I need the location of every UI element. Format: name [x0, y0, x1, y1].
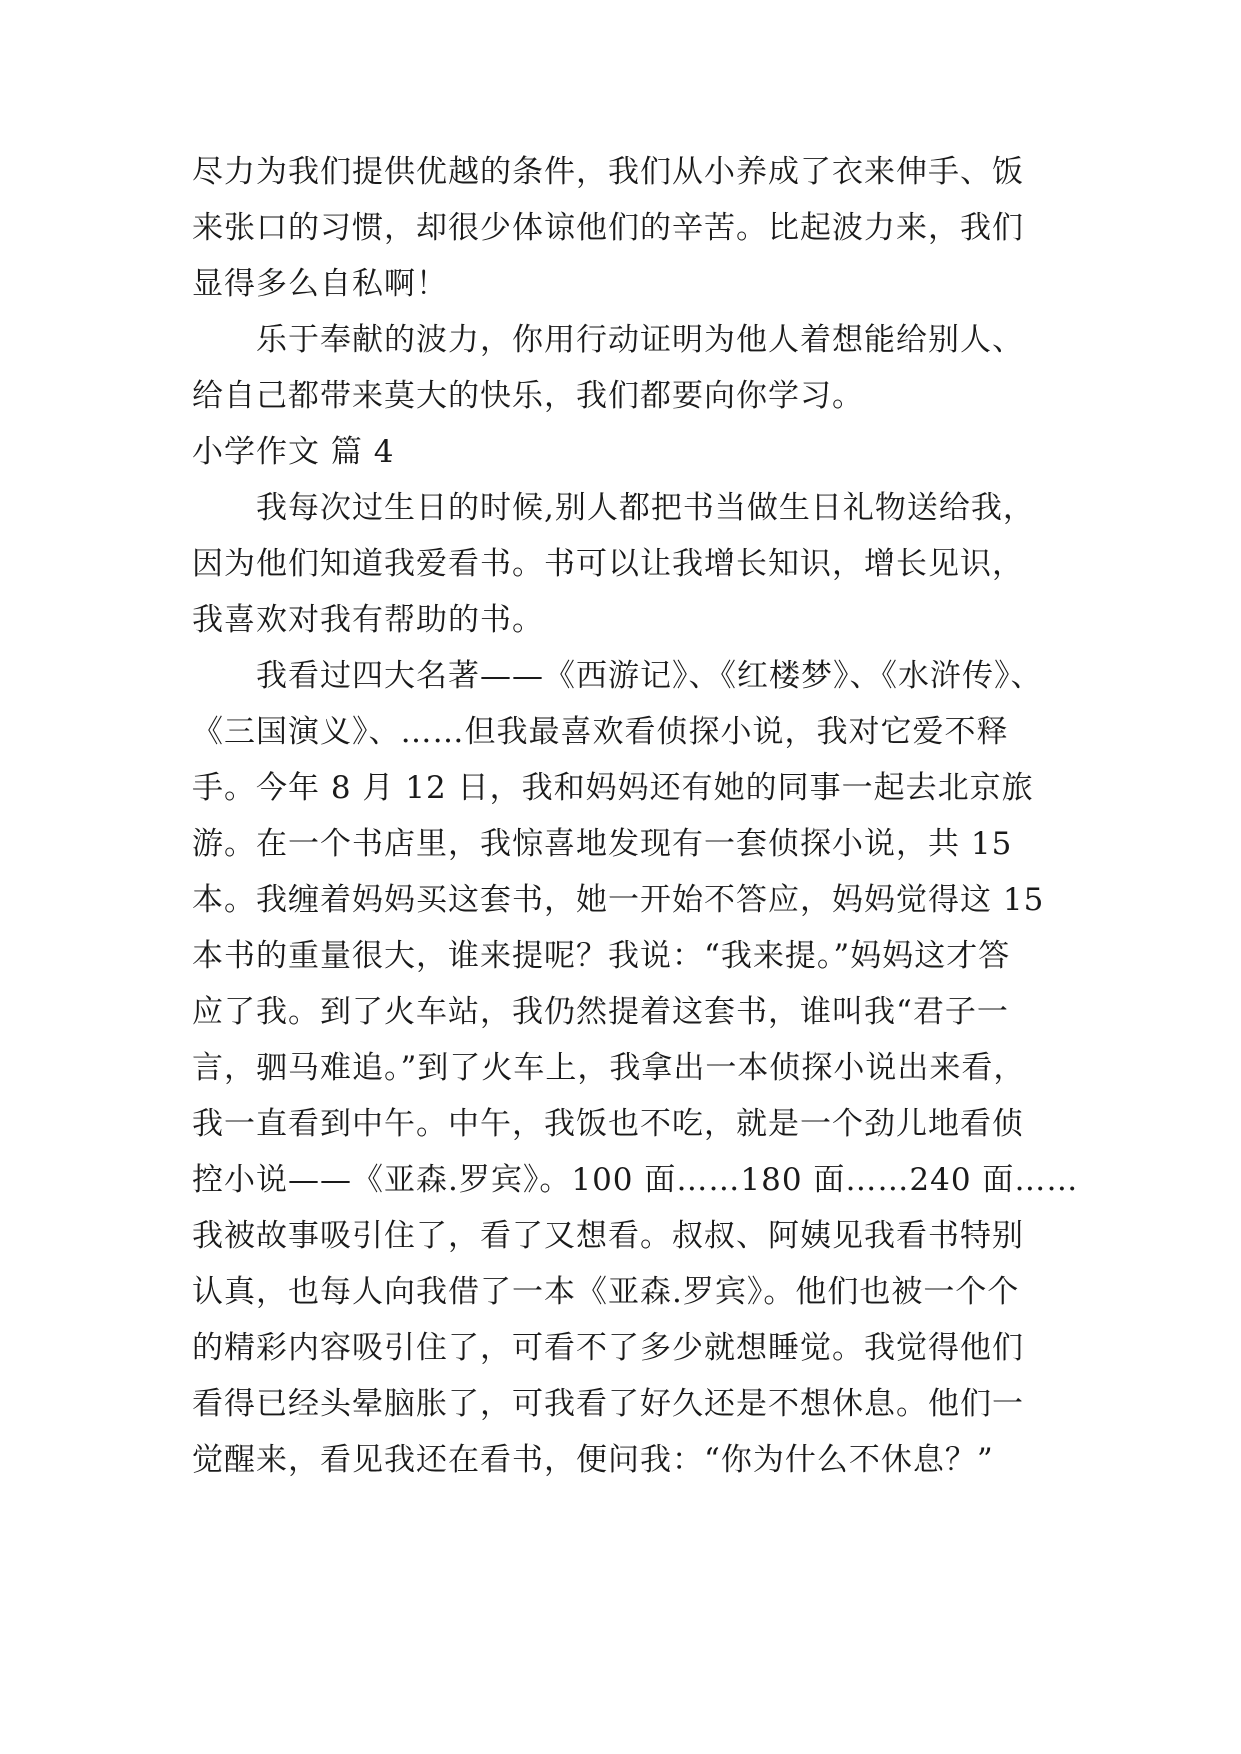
paragraph-first-line: 我看过四大名著——《西游记》、《红楼梦》、《水浒传》、	[256, 658, 1043, 694]
paragraph-first-line: 我每次过生日的时候,别人都把书当做生日礼物送给我，	[256, 490, 1035, 526]
text-line: 游。在一个书店里，我惊喜地发现有一套侦探小说，共 15	[192, 826, 1013, 862]
text-line: 《三国演义》、……但我最喜欢看侦探小说，我对它爱不释	[192, 714, 1009, 750]
text-line: 本。我缠着妈妈买这套书，她一开始不答应，妈妈觉得这 15	[192, 882, 1045, 918]
text-line: 控小说——《亚森.罗宾》。100 面……180 面……240 面……	[192, 1162, 1079, 1198]
text-line: 认真，也每人向我借了一本《亚森.罗宾》。他们也被一个个	[192, 1274, 1020, 1310]
text-line: 我喜欢对我有帮助的书。	[192, 602, 544, 638]
text-line: 觉醒来，看见我还在看书，便问我：“你为什么不休息？”	[192, 1442, 994, 1478]
text-line: 的精彩内容吸引住了，可看不了多少就想睡觉。我觉得他们	[192, 1330, 1024, 1366]
text-line: 显得多么自私啊！	[192, 266, 448, 302]
text-line: 本书的重量很大，谁来提呢？我说：“我来提。”妈妈这才答	[192, 938, 1011, 974]
section-heading: 小学作文 篇 4	[192, 434, 395, 470]
text-line: 我被故事吸引住了，看了又想看。叔叔、阿姨见我看书特别	[192, 1218, 1024, 1254]
paragraph-first-line: 乐于奉献的波力，你用行动证明为他人着想能给别人、	[256, 322, 1024, 358]
text-line: 看得已经头晕脑胀了，可我看了好久还是不想休息。他们一	[192, 1386, 1024, 1422]
text-line: 来张口的习惯，却很少体谅他们的辛苦。比起波力来，我们	[192, 210, 1024, 246]
text-line: 给自己都带来莫大的快乐，我们都要向你学习。	[192, 378, 864, 414]
text-line: 言，驷马难追。”到了火车上，我拿出一本侦探小说出来看，	[192, 1050, 1026, 1086]
text-line: 应了我。到了火车站，我仍然提着这套书，谁叫我“君子一	[192, 994, 1009, 1030]
text-line: 因为他们知道我爱看书。书可以让我增长知识，增长见识，	[192, 546, 1024, 582]
text-line: 手。今年 8 月 12 日，我和妈妈还有她的同事一起去北京旅	[192, 770, 1034, 806]
text-line: 尽力为我们提供优越的条件，我们从小养成了衣来伸手、饭	[192, 154, 1024, 190]
text-line: 我一直看到中午。中午，我饭也不吃，就是一个劲儿地看侦	[192, 1106, 1024, 1142]
